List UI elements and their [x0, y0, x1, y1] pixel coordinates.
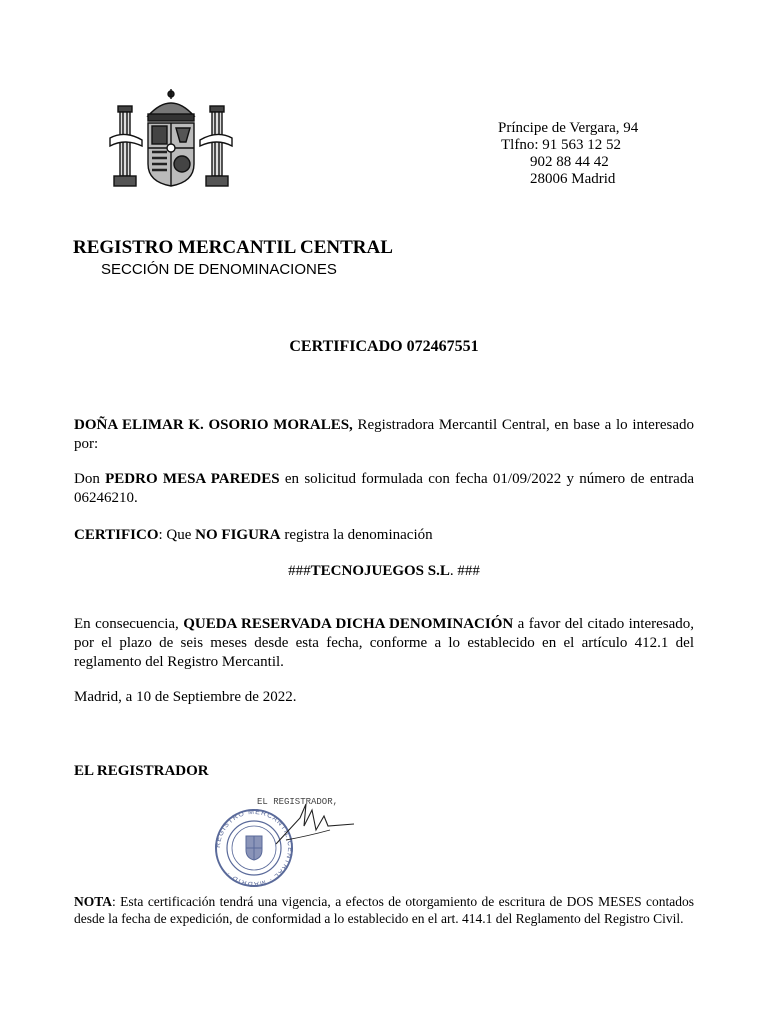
address-postal: 28006 Madrid	[530, 171, 616, 187]
stamp-label: EL REGISTRADOR,	[257, 797, 339, 807]
paragraph-applicant	[74, 470, 694, 508]
certificate-heading: CERTIFICADO 072467551	[289, 338, 479, 355]
date-line: Madrid, a 10 de Septiembre de 2022.	[74, 689, 297, 705]
validity-note	[74, 893, 694, 927]
reservation-text-1: En consecuencia,	[74, 616, 184, 632]
certifico-text-2: registra la denominación	[280, 527, 433, 543]
certifico-label: CERTIFICO	[74, 527, 159, 543]
denomination-name: TECNOJUEGOS S.L	[310, 563, 450, 579]
note-text: : Esta certificación tendrá una vigencia, a efectos de otorgamiento de escritura de DOS MESES contados desde la fecha de expedición, de conformidad a lo establecido en el art. 414.1 del Reglamento del Registro Civil.	[74, 894, 694, 926]
denomination-suffix: . ###	[449, 563, 480, 579]
registry-section: SECCIÓN DE DENOMINACIONES	[101, 261, 337, 278]
address-street: Príncipe de Vergara, 94	[498, 120, 639, 136]
address-phone: Tlfno: 91 563 12 52	[501, 137, 621, 153]
registrar-signature-title: EL REGISTRADOR	[74, 763, 209, 779]
registrar-name: DOÑA ELIMAR K. OSORIO MORALES,	[74, 417, 353, 433]
official-seal	[208, 800, 358, 890]
seal-text: REGISTRO MERCANTIL CENTRAL · MADRID ·	[214, 808, 294, 888]
paragraph-reservation	[74, 615, 694, 672]
denomination-prefix: ###	[288, 563, 311, 579]
note-label: NOTA	[74, 894, 113, 909]
coat-of-arms-emblem	[106, 86, 236, 192]
certifico-text-1: : Que	[158, 527, 196, 543]
reservation-text-2: a favor del citado interesado, por el plazo de seis meses desde esta fecha, conforme a lo establecido en el artículo 412.1 del reglamento del Registro Mercantil.	[74, 616, 695, 670]
applicant-text: en solicitud formulada con fecha 01/09/2022 y número de entrada 06246210.	[74, 471, 694, 506]
paragraph-certifico	[74, 526, 694, 545]
denomination-line	[0, 562, 768, 581]
registry-title: REGISTRO MERCANTIL CENTRAL	[73, 237, 393, 258]
address-phone-2: 902 88 44 42	[530, 154, 609, 170]
applicant-name: PEDRO MESA PAREDES	[105, 471, 280, 487]
registrar-text: Registradora Mercantil Central, en base a lo interesado por:	[74, 417, 694, 452]
paragraph-registrar	[74, 416, 694, 454]
applicant-prefix: Don	[74, 471, 106, 487]
no-figura-label: NO FIGURA	[195, 527, 281, 543]
reservation-bold: QUEDA RESERVADA DICHA DENOMINACIÓN	[183, 616, 514, 632]
